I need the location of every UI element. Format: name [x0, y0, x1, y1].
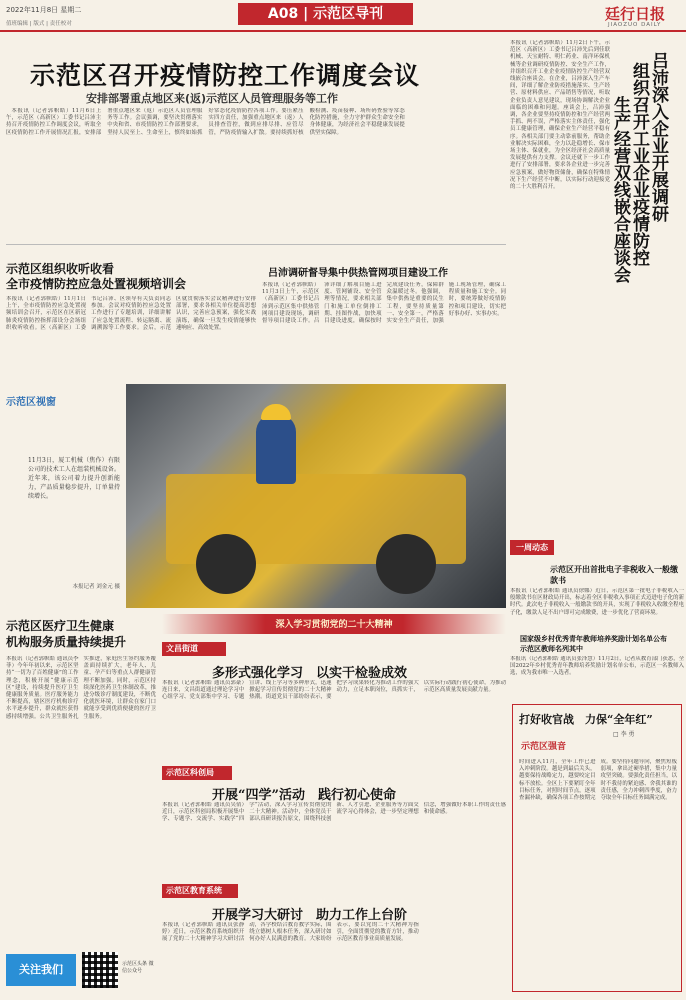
lower-left-title: 示范区医疗卫生健康 机构服务质量持续提升: [6, 619, 127, 649]
lower-left-body: 本报讯（记者郭帜皓 通讯员李菲）今年年初以来，示范区坚持“一切为了百姓健康”的工作理念，积极开展“健康示范区”建设，持续提升医疗卫生健康服务质量。医疗服务能力不断提高，辖区医疗机构诊疗水平逐步提升，群众就医获得感持续增强。公共卫生服务扎实推进，家庭医生签约服务覆盖面持续扩大，老年人、儿童、孕产妇等重点人群健康管理不断加强。同时，示范区持续深化医药卫生体制改革，推进分级诊疗制度建设，不断优化就医环境，让群众在家门口就能享受到优质便捷的医疗卫生服务。: [6, 656, 156, 720]
jiaoyu-section: 示范区教育系统: [162, 884, 238, 898]
left-story-title: 示范区组织收听收看 全市疫情防控应急处置视频培训会: [6, 262, 187, 291]
wenhua-title: 多形式强化学习 以实干检验成效: [212, 666, 408, 681]
photo-caption: 11月3日，厦工机械（焦作）有限公司的技术工人在组装机械设备。近年来，该公司着力提升创新能力，产品质量稳步提升，订单量持续增长。: [28, 457, 120, 500]
worker-helmet: [261, 404, 291, 420]
photo-block: [6, 384, 506, 608]
photo-tag-brand: 示范区视窗: [6, 397, 56, 408]
section-tag: A08 | 示范区导刊: [238, 3, 413, 25]
center-story-body: 本报讯（记者郭帜皓）11月3日上午，示范区（高新区）工委书记吕沛到示范区集中供热管网项目建设现场，调研督导项目建设工作。吕沛详细了解项目施工进度、管网铺设、安全管理等情况，要求相关部门和施工单位倒排工期、挂图作战，加快项目建设进度，确保按时完成建设任务，保障群众温暖过冬。他强调，集中供热是重要的民生工程，要坚持质量第一、安全第一，严格落实安全生产责任，加强施工现场管理，确保工程质量和施工安全。同时，要统筹做好疫情防控和项目建设，切实把好事办好、实事办实。: [262, 282, 506, 325]
wheel-shape: [196, 534, 256, 594]
wechat-label: 关注我们: [6, 954, 76, 986]
wheel-shape: [376, 534, 436, 594]
wechat-badge: [6, 950, 156, 994]
wenhua-section: 文昌街道: [162, 642, 226, 656]
kechuang-section: 示范区科创局: [162, 766, 232, 780]
week-item1-title: 示范区开出首批电子非税收入一般缴款书: [550, 564, 678, 585]
left-story-body: 本报讯（记者郭帜皓）11月1日上午，全市疫情防控应急处置视频培训会召开，示范区在区新冠肺炎疫情防控指挥部设分会场组织收听收看。区（高新区）工委书记吕沛、区领导有关负责同志参加。会议对疫情防控应急处置工作进行了专题培训，详细讲解了应急处置流程、转运隔离、流调溯源等工作要求。会后，示范区就贯彻落实会议精神进行安排部署，要求各相关单位提高思想认识，完善应急预案，强化实战演练，确保一旦发生疫情能够快速响应、高效处置。: [6, 296, 256, 331]
right-column-body-lower: [612, 380, 684, 536]
factory-photo: [126, 384, 506, 608]
right-vertical-title-2: 组织召开工业企业疫情防控: [629, 62, 649, 266]
right-vertical-title-3: 生产经营双线嵌合座谈会: [610, 96, 630, 283]
commentary-box: [512, 704, 682, 992]
photo-tag: [6, 390, 124, 412]
right-vertical-title-1: 吕沛深入企业开展调研: [648, 52, 668, 222]
paper-name: 廷行日报: [605, 5, 666, 23]
jiaoyu-title: 开展学习大研讨 助力工作上台阶: [212, 908, 408, 923]
masthead: [0, 0, 686, 32]
lead-body: 本报讯（记者郭帜皓）11月6日上午，示范区（高新区）工委书记吕沛主持召开疫情防控工作调度会议，听取全区疫情防控工作开展情况汇报，安排部署重点地区来（返）示范区人员管理服务等工作。会议强调，要坚决贯彻落实中央和省、市疫情防控工作部署要求，坚持人民至上、生命至上，慎终如始抓好常态化疫情防控各项工作。要压紧压实四方责任，加强重点地区来（返）人员排查管控，做到应排尽排、应管尽管，严防疫情输入扩散。要持续抓好核酸检测、疫苗接种、场所码查验等常态化防控措施，全力守护群众生命安全和身体健康，为经济社会平稳健康发展提供坚实保障。: [6, 108, 405, 136]
date-line: 2022年11月8日 星期二: [6, 6, 82, 14]
center-story-title: 吕沛调研督导集中供热管网项目建设工作: [268, 268, 448, 279]
kechuang-title: 开展“四学”活动 践行初心使命: [212, 788, 396, 803]
kechuang-body: 本报讯（记者郭帜皓 通讯员吴倩）近日，示范区科创局积极开展集中学、专题学、交流学、实践学“四学”活动，深入学习宣传贯彻党的二十大精神。活动中，全体党员干部认真研读报告原文，围绕科技创新、人才引进、企业服务等方面交流学习心得体会，进一步坚定理想信念，增强做好本职工作的责任感和使命感。: [162, 802, 506, 823]
jiaoyu-body: 本报讯（记者郭帜皓 通讯员张静婷）近日，示范区教育系统组织开展了党的二十大精神学习大研讨活动，各学校结合教育教学实际，围绕立德树人根本任务，深入研讨如何办好人民满意的教育。大家纷纷表示，要以党的二十大精神为指引，全面贯彻党的教育方针，推动示范区教育事业高质量发展。: [162, 922, 419, 943]
week-item2-title: 国家级乡村优秀青年教师培养奖励计划名单公布 示范区教师名列其中: [520, 634, 667, 653]
right-column-body: 本报讯（记者郭帜皓）11月2日下午，示范区（高新区）工委书记吕沛先后到佳联机械、天宝耐特、明仁药业、南洋环保机械等企业调研疫情防控、安全生产工作，并组织召开工业企业疫情防控生产经营双线嵌合座谈会。在企业，吕沛深入生产车间，详细了解企业防疫措施落实、生产经营、原材料供应、产品销售等情况，听取企业负责人意见建议，现场协调解决企业面临的困难和问题。座谈会上，吕沛强调，各企业要坚持疫情防控和生产经营两手抓、两不误，严格落实主体责任，强化员工健康管理，确保企业生产经营平稳有序。各相关部门要主动靠前服务，帮助企业解决实际困难，全力以赴稳增长、保市场主体、保就业，为全区经济社会高质量发展提供有力支撑。会议还就下一步工作进行了安排部署，要求各企业进一步完善应急预案，做好物资储备，确保在特殊情况下生产经营不中断，以实际行动迎接党的二十大胜利召开。: [510, 40, 610, 191]
banner-text: 深入学习贯彻党的二十大精神: [275, 620, 393, 630]
week-item1-body: 本报讯（记者郭帜皓 通讯员徐娜）近日，示范区第一批电子非税收入一般缴款书在区财政局开出，标志着全区非税收入事项正式迈进电子化的新时代。此次电子非税收入一般缴款书的开具，实现了非税收入收缴全程电子化，缴款人足不出户即可完成缴费，进一步优化了营商环境。: [510, 588, 684, 616]
top-rule: [0, 30, 686, 32]
week-block: [510, 540, 684, 690]
lead-subtitle: 安排部署重点地区来(返)示范区人员管理服务等工作: [86, 92, 339, 105]
commentary-author: □ 李 勇: [613, 731, 635, 738]
wenhua-body: 本报讯（记者郭帜皓 通讯员郭豪）连日来，文昌街道通过理论学习中心组学习、党支部集中学习、专题宣讲、线上学习等多种形式，迅速掀起学习宣传贯彻党的二十大精神热潮。街道党员干部纷纷表示，要把学习成果转化为推动工作的强大动力，立足本职岗位，真抓实干，以实际行动践行初心使命，为推动示范区高质量发展贡献力量。: [162, 680, 506, 701]
qr-code-icon: [82, 952, 118, 988]
divider: [6, 244, 506, 245]
commentary-brand: 示范区强音: [521, 742, 567, 752]
lead-title: 示范区召开疫情防控工作调度会议: [30, 61, 421, 90]
wechat-sub: 示范区头条 微信公众号: [122, 961, 154, 974]
week-item2-body: 本报讯（记者郭帜皓 通讯员张泽慧）11月2日，记者从教育部门获悉，全国2022年乡村优秀青年教师培养奖励计划名单公布，示范区一名教师入选，成为我市唯一入选者。: [510, 656, 684, 677]
week-label: 一周动态: [510, 540, 554, 555]
banner: [162, 614, 506, 634]
commentary-title: 打好收官战 力保“全年红”: [519, 713, 653, 726]
editor-line: 值班编辑 | 版式 | 责任校对: [6, 21, 72, 27]
commentary-body: 时间进入11月，全年工作已进入冲刺阶段。越是到最后关头，越要保持战略定力，越要咬定目标不放松。全区上下要紧盯全年目标任务，对照时间节点，逐项查漏补缺，确保各项工作按期完成。要坚持问题导向，聚焦短板弱项，拿出过硬举措，集中力量攻坚突破。要强化责任担当，以时不我待的紧迫感、舍我其谁的责任感，全力冲刺四季度，奋力夺取全年目标任务圆满完成。: [519, 759, 677, 802]
paper-pinyin: JIAOZUO DAILY: [608, 22, 662, 28]
photo-credit: 本报记者 刘金元 摄: [72, 584, 120, 590]
worker-figure: [256, 414, 296, 484]
